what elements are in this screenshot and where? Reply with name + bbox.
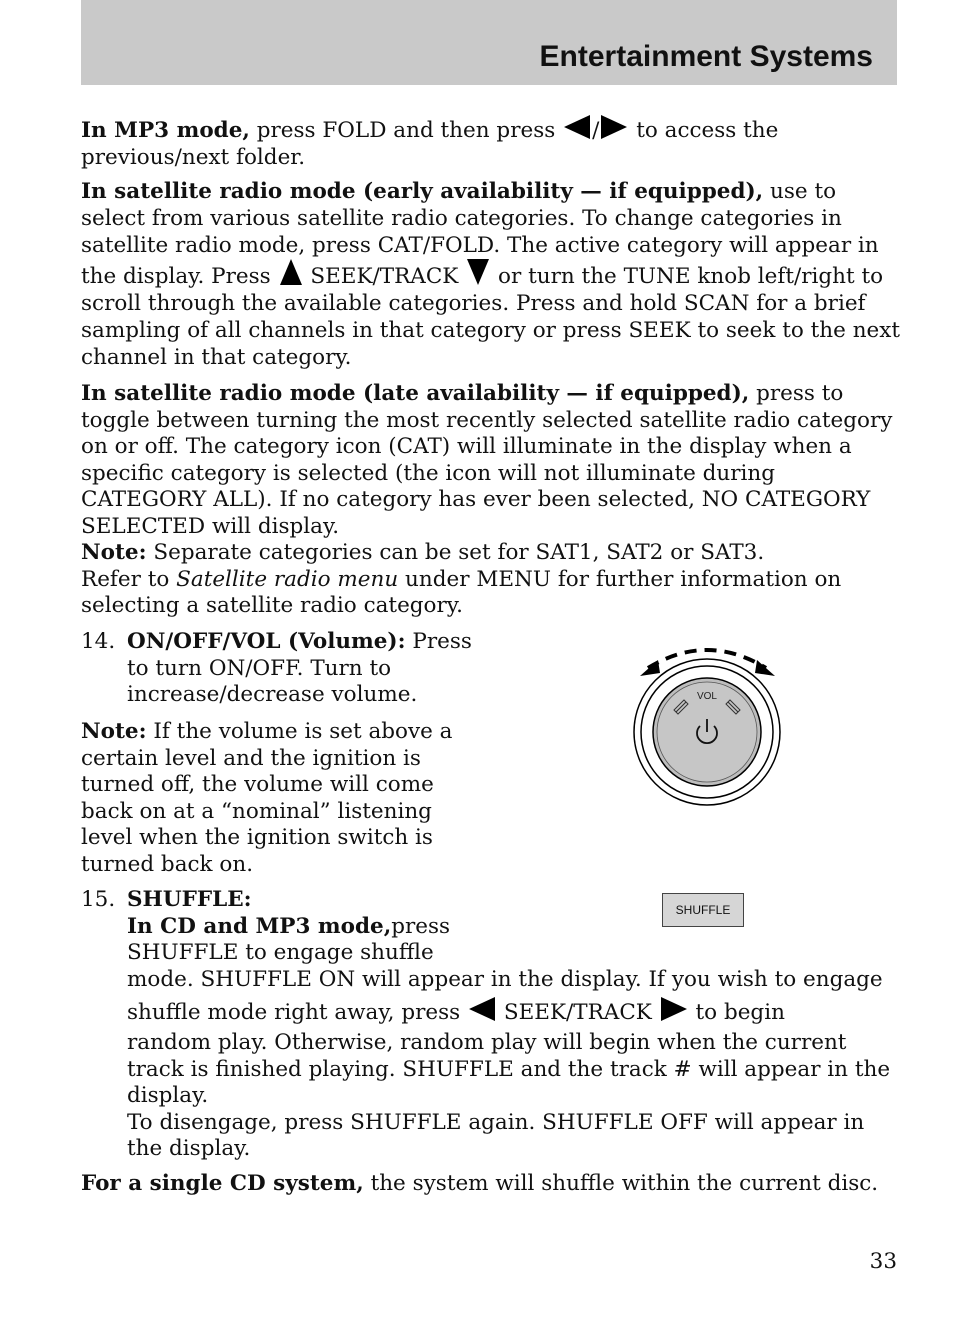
item-15-line-5: random play. Otherwise, random play will begin when the current track is finished playing. SHUFFLE and the track # will appear in the display. bbox=[127, 1030, 891, 1108]
seek-right-icon bbox=[601, 115, 627, 139]
header-bar bbox=[81, 0, 897, 85]
sat-late-text: press to toggle between turning the most recently selected satellite radio category on or off. The category icon (CAT) will illuminate in the display when a specific category is selected (the icon will not illuminate during CATEGORY ALL). If no category has ever been selected, NO CATEGORY SELECTED will display. bbox=[81, 381, 893, 539]
mp3-label: In MP3 mode, bbox=[81, 118, 250, 143]
seek-left-icon-2 bbox=[469, 997, 495, 1021]
volume-knob-icon bbox=[630, 640, 785, 810]
item-14-note-label: Note: bbox=[81, 719, 147, 744]
shuffle-button[interactable]: SHUFFLE bbox=[662, 893, 744, 927]
single-cd-text: the system will shuffle within the current disc. bbox=[370, 1171, 879, 1196]
item-15-line-2: SHUFFLE to engage shuffle bbox=[127, 940, 434, 965]
item-15-line-6: To disengage, press SHUFFLE again. SHUFFLE OFF will appear in the display. bbox=[127, 1109, 865, 1161]
page-title: Entertainment Systems bbox=[539, 40, 873, 73]
item-15-label: SHUFFLE: bbox=[127, 887, 252, 912]
mp3-text-2: to access the previous/next folder. bbox=[81, 118, 779, 170]
sat-late-paragraph bbox=[81, 381, 901, 620]
sat-early-paragraph bbox=[81, 178, 901, 371]
sat-early-text-2: or turn the TUNE knob left/right to scroll through the available categories. Press and hold SCAN for a brief sampling of all channels in that category or press SEEK to seek to the next channel in that category. bbox=[81, 264, 901, 370]
mp3-sep: / bbox=[592, 118, 600, 143]
refer-menu-name: Satellite radio menu bbox=[176, 566, 399, 592]
item-15-line-4a: shuffle mode right away, press bbox=[127, 1000, 461, 1025]
item-15-sub-label: In CD and MP3 mode, bbox=[127, 913, 392, 939]
vol-knob-label: VOL bbox=[696, 691, 718, 702]
item-15-line-3: mode. SHUFFLE ON will appear in the display. If you wish to engage bbox=[127, 966, 883, 992]
item-14-note-line-6: turned back on. bbox=[81, 851, 254, 877]
item-15-head bbox=[127, 887, 883, 993]
sat-late-note-text: Separate categories can be set for SAT1, SAT2 or SAT3. bbox=[153, 540, 765, 565]
mp3-text-1: press FOLD and then press bbox=[256, 118, 556, 143]
refer-text-2: under MENU for further information on selecting a satellite radio category. bbox=[81, 566, 842, 618]
single-cd-label: For a single CD system, bbox=[81, 1171, 364, 1196]
seek-up-icon bbox=[280, 259, 302, 285]
item-15-body-2 bbox=[127, 1030, 902, 1163]
item-14-number: 14. bbox=[81, 629, 116, 654]
item-14-note-line-3: turned off, the volume will come bbox=[81, 772, 434, 797]
item-14-line-2: to turn ON/OFF. Turn to bbox=[127, 655, 392, 681]
seek-right-icon-2 bbox=[661, 997, 687, 1021]
item-14-line-1: Press bbox=[412, 629, 472, 654]
item-15-body bbox=[127, 997, 902, 1027]
sat-early-text-1: use to select from various satellite radio categories. To change categories in satellite radio mode, press CAT/FOLD. The active category will appear in the display. Press bbox=[81, 179, 879, 289]
item-14-note-line-2: certain level and the ignition is bbox=[81, 745, 421, 771]
sat-late-label: In satellite radio mode (late availability — if equipped), bbox=[81, 381, 750, 406]
item-14-note-line-1: If the volume is set above a bbox=[153, 719, 453, 744]
sat-late-note-label: Note: bbox=[81, 540, 147, 565]
page-number: 33 bbox=[869, 1249, 897, 1274]
seek-down-icon bbox=[467, 259, 489, 285]
item-14-note-line-4: back on at a “nominal” listening bbox=[81, 798, 432, 824]
single-cd-paragraph bbox=[81, 1171, 901, 1198]
item-14-line-3: increase/decrease volume. bbox=[127, 682, 418, 707]
mp3-paragraph bbox=[81, 115, 901, 171]
refer-text-1: Refer to bbox=[81, 566, 170, 592]
item-15-line-4b: to begin bbox=[695, 1000, 785, 1025]
sat-early-seek: SEEK/TRACK bbox=[310, 264, 459, 289]
item-14-text bbox=[127, 629, 527, 709]
item-15-seek: SEEK/TRACK bbox=[503, 1000, 652, 1025]
item-14-note-line-5: level when the ignition switch is bbox=[81, 825, 433, 850]
item-15-line-1: press bbox=[391, 913, 451, 939]
item-14-note bbox=[81, 719, 501, 878]
item-15-number: 15. bbox=[81, 887, 116, 912]
item-14-label: ON/OFF/VOL (Volume): bbox=[127, 629, 406, 654]
seek-left-icon bbox=[564, 115, 590, 139]
sat-early-label: In satellite radio mode (early availability — if equipped), bbox=[81, 179, 764, 204]
